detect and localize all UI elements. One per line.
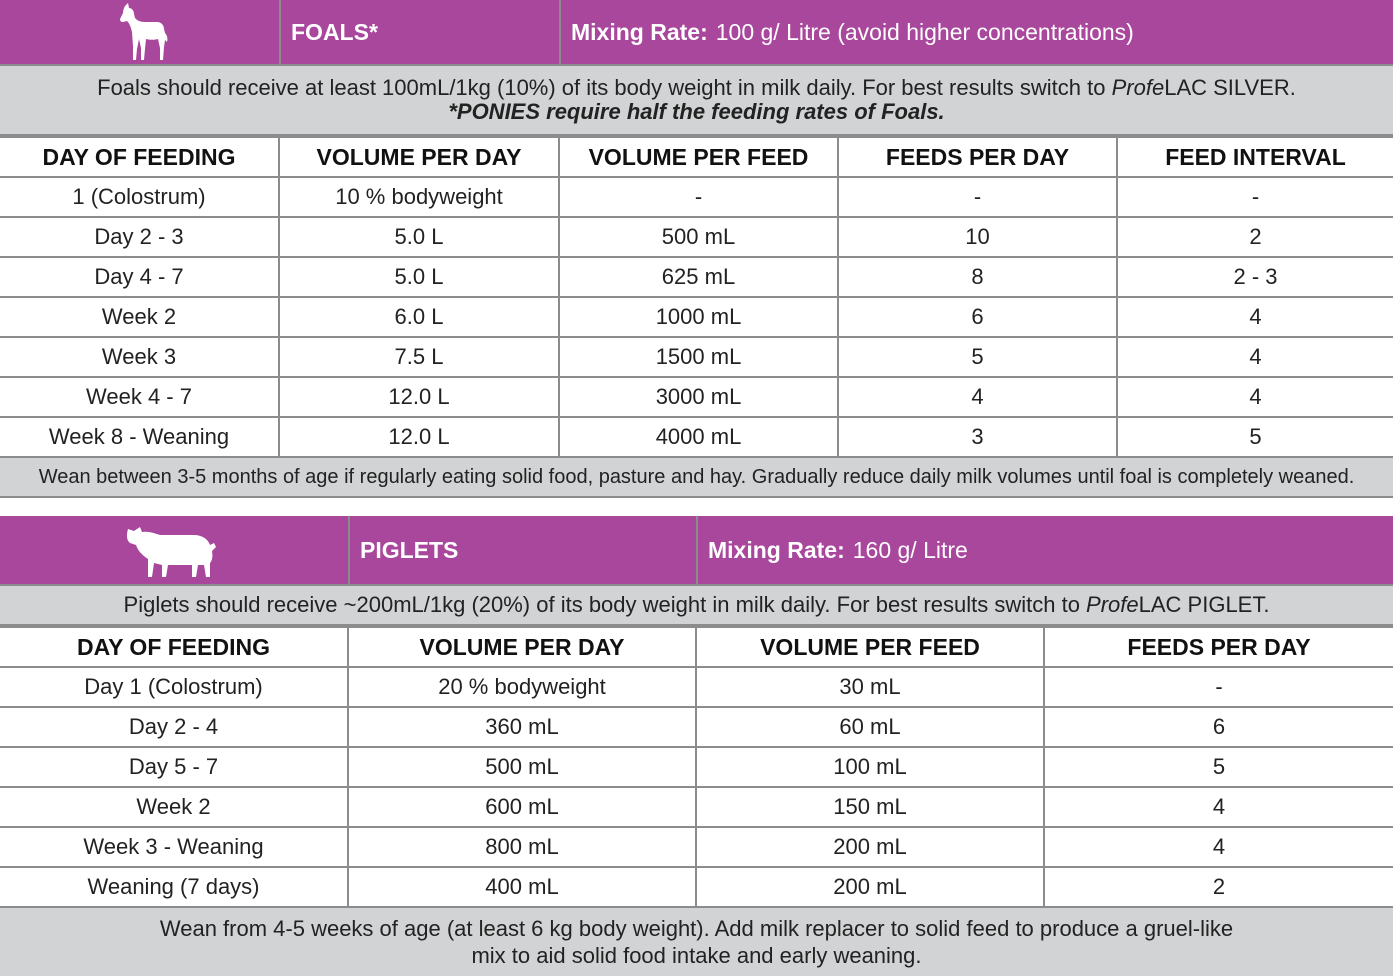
column-header: VOLUME PER DAY (348, 627, 696, 667)
column-header: FEEDS PER DAY (838, 137, 1117, 177)
piglets-weaning-line2: mix to aid solid food intake and early weaning. (471, 943, 922, 968)
table-cell: 3000 mL (559, 377, 838, 417)
table-cell: 4 (1044, 787, 1393, 827)
table-cell: Day 5 - 7 (0, 747, 348, 787)
foals-header (0, 0, 1393, 66)
column-header: DAY OF FEEDING (0, 627, 348, 667)
table-cell: 8 (838, 257, 1117, 297)
table-cell: 2 (1117, 217, 1393, 257)
horse-icon (105, 2, 175, 62)
piglets-table (0, 626, 1393, 908)
mixing-rate-label: Mixing Rate: (708, 536, 845, 563)
table-cell: 12.0 L (279, 417, 559, 457)
table-cell: 12.0 L (279, 377, 559, 417)
table-cell: 500 mL (559, 217, 838, 257)
table-cell: 400 mL (348, 867, 696, 907)
mixing-rate-label: Mixing Rate: (571, 18, 708, 45)
table-cell: 150 mL (696, 787, 1044, 827)
table-cell: - (1117, 177, 1393, 217)
table-cell: 360 mL (348, 707, 696, 747)
table-cell: - (1044, 667, 1393, 707)
pig-icon-cell (0, 516, 348, 584)
column-header: VOLUME PER FEED (559, 137, 838, 177)
table-cell: Day 1 (Colostrum) (0, 667, 348, 707)
table-cell: 4 (1117, 337, 1393, 377)
table-cell: 4 (838, 377, 1117, 417)
table-cell: - (559, 177, 838, 217)
table-row (0, 297, 1393, 337)
table-cell: 200 mL (696, 867, 1044, 907)
table-cell: Week 2 (0, 297, 279, 337)
table-cell: Day 2 - 3 (0, 217, 279, 257)
column-header: DAY OF FEEDING (0, 137, 279, 177)
table-cell: Week 8 - Weaning (0, 417, 279, 457)
table-row (0, 747, 1393, 787)
table-cell: 1000 mL (559, 297, 838, 337)
foals-title: FOALS* (279, 0, 559, 64)
table-cell: Week 3 - Weaning (0, 827, 348, 867)
table-row (0, 667, 1393, 707)
table-cell: 4 (1117, 297, 1393, 337)
table-cell: Week 2 (0, 787, 348, 827)
table-cell: 200 mL (696, 827, 1044, 867)
foals-mixing-rate (559, 0, 1393, 64)
table-row (0, 787, 1393, 827)
table-cell: 1 (Colostrum) (0, 177, 279, 217)
table-header-row (0, 627, 1393, 667)
table-cell: 2 (1044, 867, 1393, 907)
foals-weaning-note: Wean between 3-5 months of age if regularly eating solid food, pasture and hay. Gradually reduce daily milk volumes until foal is completely weaned. (0, 458, 1393, 498)
table-cell: 30 mL (696, 667, 1044, 707)
table-cell: 1500 mL (559, 337, 838, 377)
column-header: VOLUME PER FEED (696, 627, 1044, 667)
piglets-note: Piglets should receive ~200mL/1kg (20%) of its body weight in milk daily. For best results switch to ProfeLAC PIGLET. (0, 586, 1393, 626)
table-row (0, 257, 1393, 297)
table-cell: 800 mL (348, 827, 696, 867)
table-cell: Week 4 - 7 (0, 377, 279, 417)
table-cell: 5 (838, 337, 1117, 377)
table-cell: 4 (1117, 377, 1393, 417)
table-cell: 4 (1044, 827, 1393, 867)
column-header: VOLUME PER DAY (279, 137, 559, 177)
table-row (0, 337, 1393, 377)
table-row (0, 377, 1393, 417)
piglets-mixing-rate (696, 516, 1393, 584)
table-cell: 100 mL (696, 747, 1044, 787)
piglets-weaning-line1: Wean from 4-5 weeks of age (at least 6 kg body weight). Add milk replacer to solid feed to produce a gruel-like (159, 916, 1234, 941)
piglets-weaning-note (0, 908, 1393, 976)
table-cell: 500 mL (348, 747, 696, 787)
table-cell: Day 2 - 4 (0, 707, 348, 747)
table-cell: 20 % bodyweight (348, 667, 696, 707)
table-row (0, 867, 1393, 907)
table-cell: 5.0 L (279, 217, 559, 257)
table-row (0, 177, 1393, 217)
foals-table (0, 136, 1393, 458)
table-cell: 60 mL (696, 707, 1044, 747)
table-cell: 6 (1044, 707, 1393, 747)
foals-note-line2: *PONIES require half the feeding rates of Foals. (448, 99, 945, 124)
pig-icon (124, 519, 224, 581)
foals-note (0, 66, 1393, 136)
table-cell: 7.5 L (279, 337, 559, 377)
table-cell: 625 mL (559, 257, 838, 297)
table-cell: 600 mL (348, 787, 696, 827)
table-cell: 3 (838, 417, 1117, 457)
table-cell: 10 % bodyweight (279, 177, 559, 217)
brand-name: Profe (1111, 75, 1165, 100)
column-header: FEED INTERVAL (1117, 137, 1393, 177)
table-cell: 5.0 L (279, 257, 559, 297)
foals-note-line1: Foals should receive at least 100mL/1kg (10%) of its body weight in milk daily. For best results switch to ProfeLAC SILVER. (97, 75, 1296, 100)
table-cell: Weaning (7 days) (0, 867, 348, 907)
table-row (0, 217, 1393, 257)
table-cell: 5 (1044, 747, 1393, 787)
table-cell: 6 (838, 297, 1117, 337)
table-row (0, 707, 1393, 747)
piglets-feeding-table (0, 516, 1393, 976)
mixing-rate-value: 100 g/ Litre (avoid higher concentrations) (715, 18, 1134, 45)
table-header-row (0, 137, 1393, 177)
table-cell: 10 (838, 217, 1117, 257)
table-cell: Day 4 - 7 (0, 257, 279, 297)
column-header: FEEDS PER DAY (1044, 627, 1393, 667)
mixing-rate-value: 160 g/ Litre (852, 536, 968, 563)
horse-icon-cell (0, 0, 279, 64)
table-cell: 5 (1117, 417, 1393, 457)
table-row (0, 417, 1393, 457)
table-cell: 4000 mL (559, 417, 838, 457)
piglets-title: PIGLETS (348, 516, 696, 584)
table-row (0, 827, 1393, 867)
table-cell: 6.0 L (279, 297, 559, 337)
table-cell: Week 3 (0, 337, 279, 377)
table-cell: - (838, 177, 1117, 217)
brand-name: Profe (1086, 592, 1139, 617)
piglets-header (0, 516, 1393, 586)
table-cell: 2 - 3 (1117, 257, 1393, 297)
